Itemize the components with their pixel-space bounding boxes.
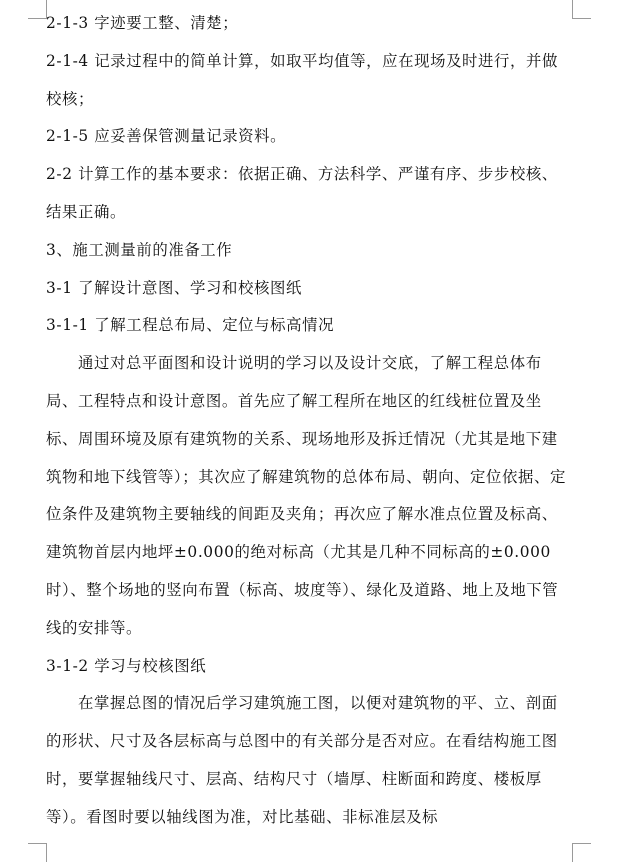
body-paragraph-site-layout: 通过对总平面图和设计说明的学习以及设计交底，了解工程总体布局、工程特点和设计意图。首先应了解工程所在地区的红线桩位置及坐标、周围环境及原有建筑物的关系、现场地形及拆迁情况（尤其是地下建筑物和地下线管等）；其次应了解建筑物的总体布局、朝向、定位依据、定位条件及建筑物主要轴线的间距及夹角；再次应了解水准点位置及标高、建筑物首层内地坪±0.000的绝对标高（尤其是几种不同标高的±0.000时）、整个场地的竖向布置（标高、坡度等）、绿化及道路、地上及地下管线的安排等。 xyxy=(46,354,566,637)
crop-mark-bottom-left xyxy=(28,843,47,862)
paragraph-2-1-5: 2-1-5 应妥善保管测量记录资料。 xyxy=(46,127,287,146)
body-paragraph-drawing-review: 在掌握总图的情况后学习建筑施工图，以便对建筑物的平、立、剖面的形状、尺寸及各层标高与总图中的有关部分是否对应。在看结构施工图时，要掌握轴线尺寸、层高、结构尺寸（墙厚、柱断面和跨度、楼板厚等）。看图时要以轴线图为准，对比基础、非标准层及标 xyxy=(46,694,558,826)
crop-mark-top-right xyxy=(572,0,591,19)
paragraph-2-1-3: 2-1-3 字迹要工整、清楚； xyxy=(46,14,239,32)
paragraph-2-1-4: 2-1-4 记录过程中的简单计算，如取平均值等，应在现场及时进行，并做校核； xyxy=(46,51,558,108)
crop-mark-top-left xyxy=(28,0,47,19)
heading-3-1-1: 3-1-1 了解工程总布局、定位与标高情况 xyxy=(46,316,335,335)
heading-3-1: 3-1 了解设计意图、学习和校核图纸 xyxy=(46,278,302,297)
heading-3-1-2: 3-1-2 学习与校核图纸 xyxy=(46,656,207,675)
crop-mark-bottom-right xyxy=(572,843,591,862)
heading-section-3: 3、施工测量前的准备工作 xyxy=(46,240,233,259)
paragraph-2-2: 2-2 计算工作的基本要求：依据正确、方法科学、严谨有序、步步校核、结果正确。 xyxy=(46,165,558,221)
document-body xyxy=(46,5,573,837)
